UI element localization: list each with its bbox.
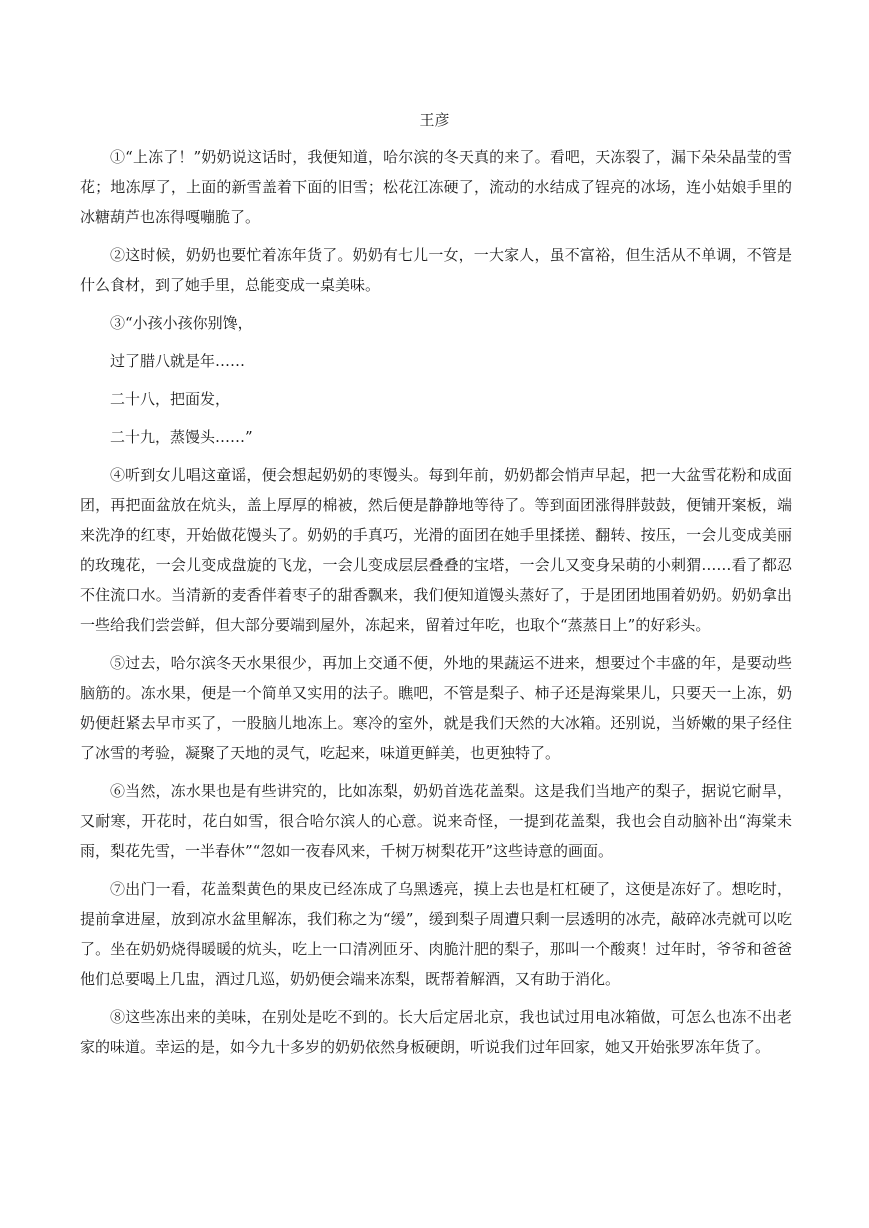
author-name: 王彦: [419, 111, 450, 129]
paragraph-2: ②这时候，奶奶也要忙着冻年货了。奶奶有七儿一女，一大家人，虽不富裕，但生活从不单调，不管是什么食材，到了她手里，总能变成一桌美味。: [80, 246, 792, 294]
paragraph-4: ④听到女儿唱这童谣，便会想起奶奶的枣馒头。每到年前，奶奶都会悄声早起，把一大盆雪花粉和成面团，再把面盆放在炕头，盖上厚厚的棉被，然后便是静静地等待了。等到面团涨得胖鼓鼓，便铺开案板，端来洗净的红枣，开始做花馒头了。奶奶的手真巧，光滑的面团在她手里揉搓、翻转、按压，一会儿变成美丽的玫瑰花，一会儿变成盘旋的飞龙，一会儿变成层层叠叠的宝塔，一会儿又变身呆萌的小刺猬……看了都忍不住流口水。当清新的麦香伴着枣子的甜香飘来，我们便知道馒头蒸好了，于是团团地围着奶奶。奶奶拿出一些给我们尝尝鲜，但大部分要端到屋外，冻起来，留着过年吃，也取个“蒸蒸日上”的好彩头。: [80, 466, 792, 634]
rhyme-line-3: 二十八，把面发，: [110, 390, 231, 408]
paragraph-7: ⑦出门一看，花盖梨黄色的果皮已经冻成了乌黑透亮，摸上去也是杠杠硬了，这便是冻好了。想吃时，提前拿进屋，放到凉水盆里解冻，我们称之为“缓”，缓到梨子周遭只剩一层透明的冰壳，敲碎冰壳就可以吃了。坐在奶奶烧得暖暖的炕头，吃上一口清冽匝牙、肉脆汁肥的梨子，那叫一个酸爽！过年时，爷爷和爸爸他们总要喝上几盅，酒过几巡，奶奶便会端来冻梨，既帮着解酒，又有助于消化。: [80, 880, 792, 988]
article-body: [80, 142, 792, 1070]
paragraph-5: ⑤过去，哈尔滨冬天水果很少，再加上交通不便，外地的果蔬运不进来，想要过个丰盛的年，是要动些脑筋的。冻水果，便是一个简单又实用的法子。瞧吧，不管是梨子、柿子还是海棠果儿，只要天一上冻，奶奶便赶紧去早市买了，一股脑儿地冻上。寒冷的室外，就是我们天然的大冰箱。还别说，当娇嫩的果子经住了冰雪的考验，凝聚了天地的灵气，吃起来，味道更鲜美，也更独特了。: [80, 654, 792, 762]
paragraph-1: ①“上冻了！”奶奶说这话时，我便知道，哈尔滨的冬天真的来了。看吧，天冻裂了，漏下朵朵晶莹的雪花；地冻厚了，上面的新雪盖着下面的旧雪；松花江冻硬了，流动的水结成了锃亮的冰场，连小姑娘手里的冰糖葫芦也冻得嘎嘣脆了。: [80, 148, 792, 226]
rhyme-line-2: 过了腊八就是年……: [110, 352, 246, 370]
paragraph-6: ⑥当然，冻水果也是有些讲究的，比如冻梨，奶奶首选花盖梨。这是我们当地产的梨子，据说它耐旱，又耐寒，开花时，花白如雪，很合哈尔滨人的心意。说来奇怪，一提到花盖梨，我也会自动脑补出“海棠未雨，梨花先雪，一半春休”“忽如一夜春风来，千树万树梨花开”这些诗意的画面。: [80, 782, 792, 860]
rhyme-line-4: 二十九，蒸馒头……”: [110, 428, 253, 446]
rhyme-line-1: ③“小孩小孩你别馋，: [110, 314, 253, 332]
paragraph-8: ⑧这些冻出来的美味，在别处是吃不到的。长大后定居北京，我也试过用电冰箱做，可怎么也冻不出老家的味道。幸运的是，如今九十多岁的奶奶依然身板硬朗，听说我们过年回家，她又开始张罗冻年货了。: [80, 1008, 792, 1056]
